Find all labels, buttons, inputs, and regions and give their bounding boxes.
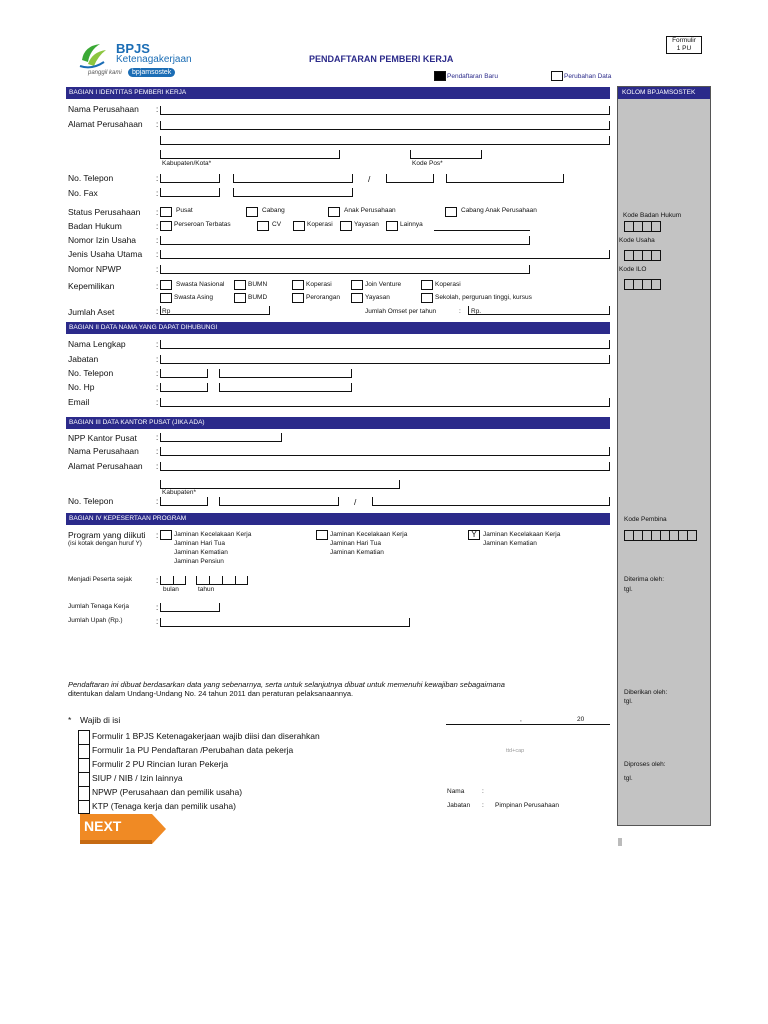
hq-kabupaten-field[interactable] (160, 480, 400, 489)
colon: : (156, 369, 159, 378)
page-title: PENDAFTARAN PEMBERI KERJA (309, 54, 454, 64)
kep-sekolah-checkbox[interactable] (421, 293, 433, 303)
omset-field[interactable] (468, 306, 610, 315)
npp-label: NPP Kantor Pusat (68, 433, 137, 443)
aset-label: Jumlah Aset (68, 307, 115, 317)
logo-brand: BPJS (116, 41, 150, 56)
colon: : (156, 497, 159, 506)
omset-currency: Rp. (471, 308, 482, 315)
hq-kabupaten-label: Kabupaten* (162, 489, 196, 496)
contact-hp-label: No. Hp (68, 382, 95, 392)
badan-yayasan-checkbox[interactable] (340, 221, 352, 231)
badan-pt-checkbox[interactable] (160, 221, 172, 231)
contact-phone-field[interactable] (219, 369, 352, 378)
badan-yayasan-label: Yayasan (354, 221, 379, 228)
checklist-item[interactable] (78, 758, 90, 772)
program-group1-checkbox[interactable] (160, 530, 172, 540)
colon: : (156, 576, 159, 585)
statement-line-1: Pendaftaran ini dibuat berdasarkan data yang sebenarnya, serta untuk selanjutnya dibuat untuk memenuhi kewajiban sebagaimana (68, 680, 505, 689)
kep-yayasan-checkbox[interactable] (351, 293, 363, 303)
colon: : (156, 189, 159, 198)
hq-phone-ext-field[interactable] (372, 497, 610, 506)
colon: : (156, 433, 159, 442)
section-2-header: BAGIAN II DATA NAMA YANG DAPAT DIHUBUNGI (66, 322, 610, 334)
hq-phone-field[interactable] (219, 497, 339, 506)
status-label: Status Perusahaan (68, 207, 141, 217)
status-cabang-checkbox[interactable] (246, 207, 258, 217)
colon: : (156, 355, 159, 364)
status-cabang-anak-label: Cabang Anak Perusahaan (461, 207, 537, 214)
aset-currency: Rp (162, 308, 171, 315)
diterima-label: Diterima oleh: (624, 576, 665, 583)
badan-cv-checkbox[interactable] (257, 221, 269, 231)
company-address-field-2[interactable] (160, 136, 610, 145)
kep-yayasan-label: Yayasan (365, 294, 390, 301)
colon: : (156, 383, 159, 392)
diproses-label: Diproses oleh: (624, 761, 666, 768)
colon: : (156, 174, 159, 183)
hq-address-label: Alamat Perusahaan (68, 461, 143, 471)
colon: : (156, 617, 159, 626)
program-group2-checkbox[interactable] (316, 530, 328, 540)
company-address-field-1[interactable] (160, 121, 610, 130)
section-3-header: BAGIAN III DATA KANTOR PUSAT (JIKA ADA) (66, 417, 610, 429)
kode-ilo-cells[interactable] (624, 279, 660, 290)
kode-usaha-label: Kode Usaha (619, 237, 655, 244)
kode-ilo-label: Kode ILO (619, 266, 647, 273)
status-cabang-label: Cabang (262, 207, 285, 214)
contact-phone-area-field[interactable] (160, 369, 208, 378)
checklist-item[interactable] (78, 772, 90, 786)
kep-koperasi-checkbox[interactable] (292, 280, 304, 290)
checklist-item[interactable] (78, 800, 90, 814)
peserta-year-field[interactable] (196, 576, 248, 585)
contact-phone-label: No. Telepon (68, 368, 114, 378)
program-hint: (isi kotak dengan huruf Y) (68, 540, 142, 547)
checklist-label: Formulir 1a PU Pendaftaran /Perubahan data pekerja (92, 745, 294, 755)
izin-usaha-field[interactable] (160, 236, 530, 245)
form-code-line2: 1 PU (676, 45, 692, 52)
section-4-header: BAGIAN IV KEPESERTAAN PROGRAM (66, 513, 610, 525)
group1-jht: Jaminan Hari Tua (174, 540, 225, 547)
signer-name-colon: : (482, 788, 484, 795)
colon: : (156, 531, 159, 540)
checklist-label: Formulir 2 PU Rincian Iuran Pekerja (92, 759, 229, 769)
hq-name-label: Nama Perusahaan (68, 446, 139, 456)
form-code-line1: Formulir (672, 37, 696, 44)
kep-swasta-nasional-label: Swasta Nasional (176, 281, 225, 288)
tenaga-kerja-field[interactable] (160, 603, 220, 612)
kode-badan-hukum-label: Kode Badan Hukum (623, 212, 682, 219)
phone-ext-field[interactable] (446, 174, 564, 183)
program-group3-checkbox[interactable] (468, 530, 480, 540)
diberikan-tgl: tgl. (624, 698, 633, 705)
upah-field[interactable] (160, 618, 410, 627)
kep-swasta-asing-label: Swasta Asing (174, 294, 214, 301)
kep-perorangan-label: Perorangan (306, 294, 340, 301)
checklist-label: KTP (Tenaga kerja dan pemilik usaha) (92, 801, 236, 811)
office-column-title: KOLOM BPJAMSOSTEK (618, 87, 710, 99)
fax-number-field[interactable] (233, 188, 353, 197)
colon: : (156, 120, 159, 129)
contact-email-label: Email (68, 397, 90, 407)
kep-perorangan-checkbox[interactable] (292, 293, 304, 303)
phone-number-field[interactable] (233, 174, 353, 183)
checklist-label: Formulir 1 BPJS Ketenagakerjaan wajib diisi dan diserahkan (92, 731, 320, 741)
kep-bumn-checkbox[interactable] (234, 280, 246, 290)
izin-usaha-label: Nomor Izin Usaha (68, 235, 137, 245)
group3-mark: Y (471, 530, 477, 539)
status-pusat-label: Pusat (176, 207, 193, 214)
program-label: Program yang diikuti (68, 530, 146, 540)
aset-field[interactable] (160, 306, 270, 315)
kep-bumd-checkbox[interactable] (234, 293, 246, 303)
form-code-box (666, 36, 702, 54)
colon: : (156, 265, 159, 274)
page-marker (618, 838, 622, 846)
group3-jkk: Jaminan Kecelakaan Kerja (483, 531, 561, 538)
phone-label: No. Telepon (68, 173, 114, 183)
group2-jkk: Jaminan Kecelakaan Kerja (330, 531, 408, 538)
badan-lainnya-checkbox[interactable] (386, 221, 398, 231)
kode-badan-hukum-cells[interactable] (624, 221, 660, 232)
logo-badge: bpjamsostek (128, 68, 175, 77)
hq-phone-label: No. Telepon (68, 496, 114, 506)
kodepos-label: Kode Pos* (412, 160, 443, 167)
peserta-month-label: bulan (163, 586, 179, 593)
fax-label: No. Fax (68, 188, 98, 198)
kep-koperasi2-label: Koperasi (435, 281, 461, 288)
colon: : (156, 307, 159, 316)
signer-position-colon: : (482, 802, 484, 809)
phone-slash: / (368, 174, 371, 184)
kabupaten-field[interactable] (160, 150, 340, 159)
badan-hukum-label: Badan Hukum (68, 221, 122, 231)
diproses-tgl: tgl. (624, 775, 633, 782)
badan-pt-label: Perseroan Terbatas (174, 221, 231, 228)
omset-label: Jumlah Omset per tahun (365, 308, 437, 315)
hq-name-field[interactable] (160, 447, 610, 456)
change-data-checkbox[interactable] (551, 71, 563, 81)
hq-phone-slash: / (354, 497, 357, 507)
colon: : (156, 105, 159, 114)
kep-sekolah-label: Sekolah, perguruan tinggi, kursus (435, 294, 532, 301)
colon: : (156, 222, 159, 231)
bpjs-logo (78, 42, 194, 82)
jenis-usaha-field[interactable] (160, 250, 610, 259)
checklist-label: NPWP (Perusahaan dan pemilik usaha) (92, 787, 243, 797)
next-label: NEXT (84, 818, 122, 834)
new-registration-label: Pendaftaran Baru (447, 73, 498, 80)
kodepos-field[interactable] (410, 150, 482, 159)
badan-koperasi-checkbox[interactable] (293, 221, 305, 231)
badan-lainnya-field[interactable] (434, 230, 530, 231)
kep-koperasi-label: Koperasi (306, 281, 332, 288)
group1-jkm: Jaminan Kematian (174, 549, 228, 556)
change-data-label: Perubahan Data (564, 73, 612, 80)
tenaga-kerja-label: Jumlah Tenaga Kerja (68, 603, 129, 610)
date-year: 20 (577, 716, 585, 723)
checklist-item[interactable] (78, 730, 90, 744)
contact-email-field[interactable] (160, 398, 610, 407)
colon: : (156, 447, 159, 456)
npp-field[interactable] (160, 433, 282, 442)
checklist-label: SIUP / NIB / Izin lainnya (92, 773, 183, 783)
omset-colon: : (459, 308, 461, 315)
colon: : (156, 208, 159, 217)
hq-address-field[interactable] (160, 462, 610, 471)
checklist-item[interactable] (78, 786, 90, 800)
npwp-field[interactable] (160, 265, 530, 274)
contact-hp-field[interactable] (219, 383, 352, 392)
new-registration-checkbox[interactable] (434, 71, 446, 81)
contact-name-field[interactable] (160, 340, 610, 349)
contact-name-label: Nama Lengkap (68, 339, 126, 349)
kep-swasta-asing-checkbox[interactable] (160, 293, 172, 303)
kep-join-venture-checkbox[interactable] (351, 280, 363, 290)
kep-join-venture-label: Join Venture (365, 281, 402, 288)
contact-hp-area-field[interactable] (160, 383, 208, 392)
group1-jkk: Jaminan Kecelakaan Kerja (174, 531, 252, 538)
section-1-header: BAGIAN I IDENTITAS PEMBERI KERJA (66, 87, 610, 99)
signer-position-value: Pimpinan Perusahaan (495, 802, 559, 809)
ttd-label: ttd+cap (506, 748, 525, 754)
logo-sub: Ketenagakerjaan (116, 54, 192, 65)
colon: : (156, 282, 159, 291)
signer-position-label: Jabatan (447, 802, 471, 809)
colon: : (156, 250, 159, 259)
company-name-label: Nama Perusahaan (68, 104, 139, 114)
wajib-star: * (68, 715, 72, 725)
phone-ext-area-field[interactable] (386, 174, 434, 183)
jenis-usaha-label: Jenis Usaha Utama (68, 249, 143, 259)
kep-koperasi2-checkbox[interactable] (421, 280, 433, 290)
kode-usaha-cells[interactable] (624, 250, 660, 261)
upah-label: Jumlah Upah (Rp.) (68, 617, 123, 624)
colon: : (156, 236, 159, 245)
phone-area-field[interactable] (160, 174, 220, 183)
colon: : (156, 398, 159, 407)
colon: : (156, 603, 159, 612)
contact-position-field[interactable] (160, 355, 610, 364)
group2-jht: Jaminan Hari Tua (330, 540, 381, 547)
kep-bumd-label: BUMD (248, 294, 268, 301)
group1-jp: Jaminan Pensiun (174, 558, 224, 565)
group2-jkm: Jaminan Kematian (330, 549, 384, 556)
hq-phone-area-field[interactable] (160, 497, 208, 506)
statement-line-2: ditentukan dalam Undang-Undang No. 24 tahun 2011 dan peraturan pelaksanaannya. (68, 689, 354, 698)
group3-jkm: Jaminan Kematian (483, 540, 537, 547)
status-cabang-anak-checkbox[interactable] (445, 207, 457, 217)
wajib-label: Wajib di isi (80, 715, 121, 725)
date-line[interactable] (446, 724, 610, 725)
peserta-month-field[interactable] (160, 576, 186, 585)
kode-pembina-cells[interactable] (624, 530, 696, 541)
status-anak-label: Anak Perusahaan (344, 207, 396, 214)
kepemilikan-label: Kepemilikan (68, 281, 115, 291)
peserta-year-label: tahun (198, 586, 215, 593)
company-name-field[interactable] (160, 106, 610, 115)
kabupaten-label: Kabupaten/Kota* (162, 160, 212, 167)
bpjs-logo-mark-icon (78, 42, 108, 70)
peserta-label: Menjadi Peserta sejak (68, 576, 132, 583)
npwp-label: Nomor NPWP (68, 264, 122, 274)
colon: : (156, 340, 159, 349)
signer-name-label: Nama (447, 788, 465, 795)
colon: : (156, 462, 159, 471)
badan-cv-label: CV (272, 221, 282, 228)
checklist-item[interactable] (78, 744, 90, 758)
status-pusat-checkbox[interactable] (160, 207, 172, 217)
date-comma: , (520, 716, 522, 723)
badan-lainnya-label: Lainnya (400, 221, 423, 228)
logo-tagline: panggil kami (88, 70, 122, 76)
office-column (617, 86, 711, 826)
diberikan-label: Diberikan oleh: (624, 689, 668, 696)
kep-swasta-nasional-checkbox[interactable] (160, 280, 172, 290)
status-anak-checkbox[interactable] (328, 207, 340, 217)
company-address-label: Alamat Perusahaan (68, 119, 143, 129)
kode-pembina-label: Kode Pembina (624, 516, 667, 523)
next-button[interactable] (80, 814, 166, 844)
diterima-tgl: tgl. (624, 586, 633, 593)
badan-koperasi-label: Koperasi (307, 221, 333, 228)
contact-position-label: Jabatan (68, 354, 99, 364)
fax-area-field[interactable] (160, 188, 220, 197)
kep-bumn-label: BUMN (248, 281, 268, 288)
